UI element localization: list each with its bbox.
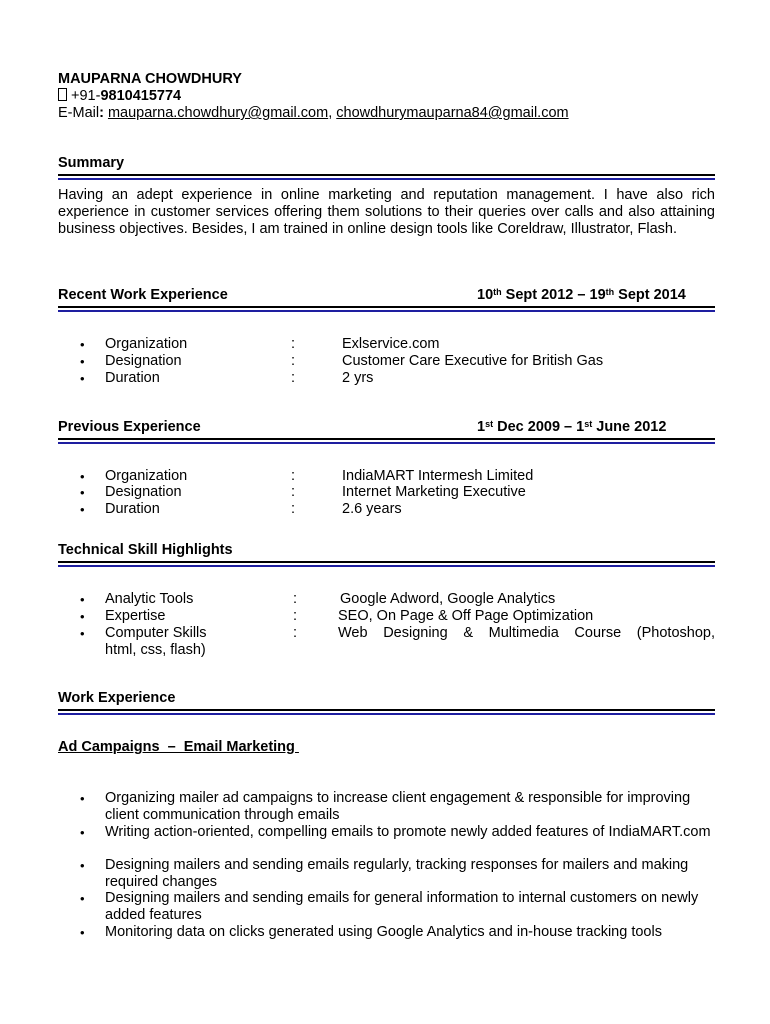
- recent-heading: Recent Work Experience: [58, 287, 228, 303]
- previous-rule: [58, 438, 715, 444]
- previous-value-2: 2.6 years: [342, 501, 402, 517]
- recent-start-sup: th: [493, 287, 502, 297]
- recent-sep-1: :: [291, 353, 296, 369]
- skills-rule: [58, 561, 715, 567]
- campaign-subheading: Ad Campaigns – Email Marketing: [58, 739, 299, 755]
- previous-label-2: Duration: [105, 501, 160, 517]
- email-separator: ,: [328, 105, 333, 121]
- recent-label-1: Designation: [105, 353, 182, 369]
- bullet-icon: •: [80, 858, 85, 873]
- skills-value-0: Google Adword, Google Analytics: [340, 591, 556, 607]
- phone-line: [58, 88, 181, 104]
- recent-sep-0: :: [291, 336, 296, 352]
- email-link-2[interactable]: chowdhurymauparna84@gmail.com: [336, 105, 569, 121]
- previous-end-sup: st: [584, 419, 593, 429]
- recent-label-0: Organization: [105, 336, 188, 352]
- bullet-icon: •: [80, 791, 85, 806]
- skills-label-0: Analytic Tools: [105, 591, 194, 607]
- recent-end-rest: Sept 2014: [614, 287, 686, 303]
- recent-end-sup: th: [605, 287, 615, 297]
- bullet-icon: •: [80, 485, 85, 500]
- bullet-icon: •: [80, 825, 85, 840]
- summary-rule: [58, 174, 715, 180]
- summary-text: Having an adept experience in online marketing and reputation management. I have also rich experience in customer services offering them solutions to their queries over calls and also attaining business objectives. Besides, I am trained in online design tools like Coreldraw, Illustrator, Flash.: [58, 187, 715, 237]
- previous-start-sup: st: [485, 419, 494, 429]
- bullet-icon: •: [80, 469, 85, 484]
- previous-heading: Previous Experience: [58, 419, 201, 435]
- skills-sep-1: :: [293, 608, 298, 624]
- bullet-icon: •: [80, 337, 85, 352]
- duty-item-4: Monitoring data on clicks generated using Google Analytics and in-house tracking tools: [105, 924, 662, 940]
- duty-item-1: Writing action-oriented, compelling emails to promote newly added features of IndiaMART.com: [105, 824, 711, 840]
- bullet-icon: •: [80, 925, 85, 940]
- email-link-1[interactable]: mauparna.chowdhury@gmail.com: [107, 105, 329, 121]
- email-line: [58, 105, 569, 121]
- recent-rule: [58, 306, 715, 312]
- candidate-name: MAUPARNA CHOWDHURY: [58, 71, 242, 87]
- skills-value-1: SEO, On Page & Off Page Optimization: [338, 608, 594, 624]
- previous-value-1: Internet Marketing Executive: [342, 484, 526, 500]
- bullet-icon: •: [80, 502, 85, 517]
- previous-end-day: 1: [576, 419, 585, 435]
- previous-end-rest: June 2012: [592, 419, 667, 435]
- recent-value-1: Customer Care Executive for British Gas: [342, 353, 604, 369]
- skills-wrap-line: html, css, flash): [105, 642, 206, 658]
- bullet-icon: •: [80, 609, 85, 624]
- email-label: E-Mail: [58, 105, 100, 121]
- previous-sep-0: :: [291, 468, 296, 484]
- skills-sep-2: :: [293, 625, 298, 641]
- bullet-icon: •: [80, 371, 85, 386]
- skills-label-2: Computer Skills: [105, 625, 207, 641]
- recent-start-rest: Sept 2012 –: [501, 287, 590, 303]
- recent-value-0: Exlservice.com: [342, 336, 440, 352]
- previous-label-0: Organization: [105, 468, 188, 484]
- recent-date-range: [477, 287, 686, 303]
- skills-value-2: Web Designing & Multimedia Course (Photoshop,: [338, 625, 715, 641]
- previous-value-0: IndiaMART Intermesh Limited: [342, 468, 534, 484]
- bullet-icon: •: [80, 626, 85, 641]
- skills-label-1: Expertise: [105, 608, 166, 624]
- recent-start-day: 10: [477, 287, 494, 303]
- previous-label-1: Designation: [105, 484, 182, 500]
- duty-item-2: Designing mailers and sending emails regularly, tracking responses for mailers and making required changes: [105, 857, 689, 890]
- recent-end-day: 19: [589, 287, 606, 303]
- duty-item-0: Organizing mailer ad campaigns to increase client engagement & responsible for improving client communication through emails: [105, 790, 691, 823]
- phone-number: 9810415774: [100, 88, 182, 104]
- bullet-icon: •: [80, 891, 85, 906]
- previous-date-range: [477, 419, 666, 435]
- skills-sep-0: :: [293, 591, 298, 607]
- summary-heading: Summary: [58, 155, 125, 171]
- phone-icon: [58, 88, 67, 101]
- bullet-icon: •: [80, 592, 85, 607]
- previous-sep-2: :: [291, 501, 296, 517]
- bullet-icon: •: [80, 354, 85, 369]
- previous-start-rest: Dec 2009 –: [493, 419, 577, 435]
- duty-item-3: Designing mailers and sending emails for general information to internal customers on newly added features: [105, 890, 699, 923]
- previous-sep-1: :: [291, 484, 296, 500]
- previous-start-day: 1: [477, 419, 486, 435]
- skills-heading: Technical Skill Highlights: [58, 542, 233, 558]
- recent-value-2: 2 yrs: [342, 370, 374, 386]
- phone-prefix: +91-: [71, 88, 101, 104]
- recent-sep-2: :: [291, 370, 296, 386]
- recent-label-2: Duration: [105, 370, 160, 386]
- work-rule: [58, 709, 715, 715]
- email-colon: :: [99, 105, 104, 121]
- work-heading: Work Experience: [58, 690, 176, 706]
